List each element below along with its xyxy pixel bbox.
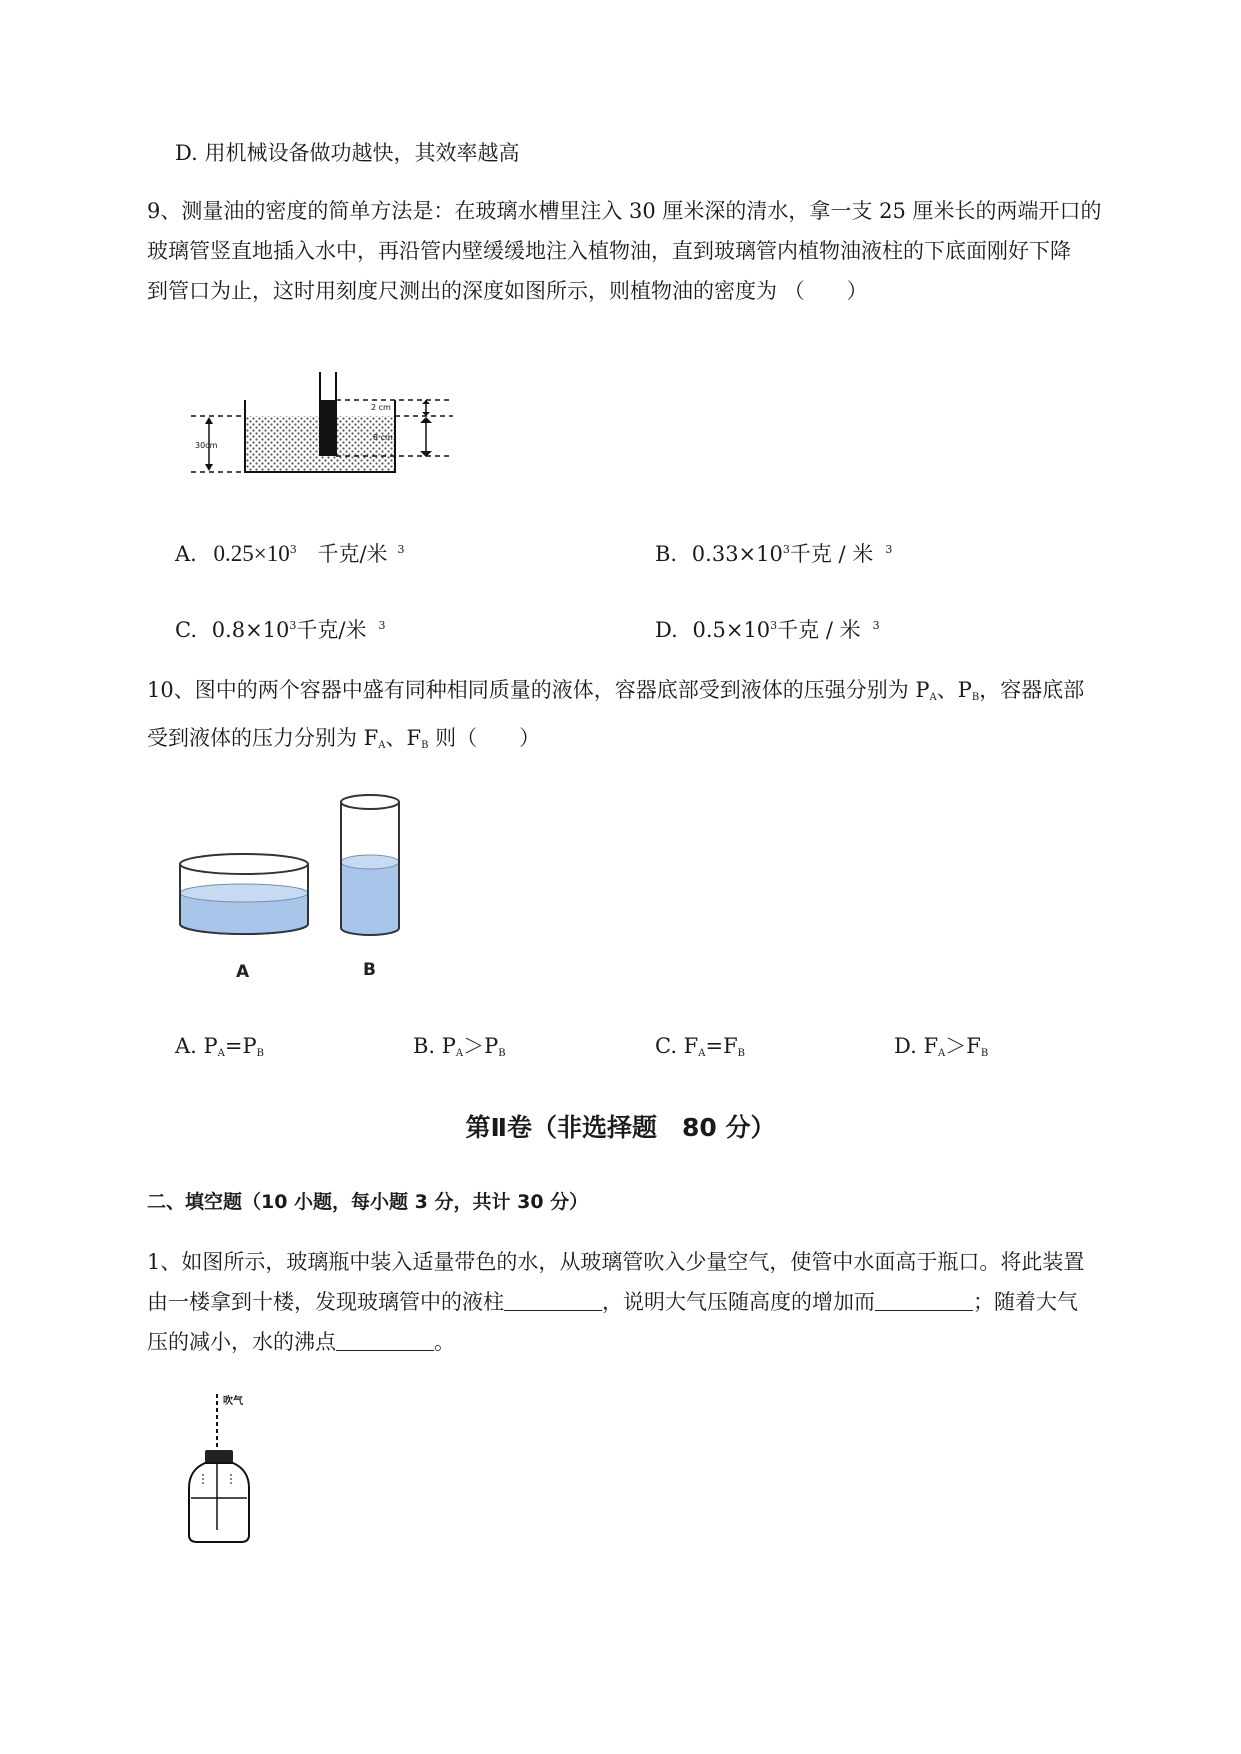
q10-option-b-mid: ＞P	[463, 1034, 499, 1058]
q10-line2-text-b: 、F	[385, 726, 422, 750]
q9-option-a-unit: 千克/米	[317, 542, 388, 566]
q10-option-d-sub1: A	[938, 1048, 946, 1059]
q9-option-d-label: D.	[655, 618, 678, 642]
q10-option-a-sub1: A	[217, 1048, 225, 1059]
container-b	[341, 795, 399, 935]
left-arrow-head-up	[205, 417, 213, 424]
q10-line1-sub-b: B	[971, 692, 980, 703]
blow-label: 吹气	[223, 1396, 243, 1407]
fill1-blank-2[interactable]	[875, 1292, 973, 1311]
q10-line1-text-c: ，容器底部	[979, 678, 1085, 702]
q9-line-1: 9、测量油的密度的简单方法是：在玻璃水槽里注入 30 厘米深的清水，拿一支 25 厘米长的两端开口的	[147, 199, 1102, 223]
bottle-stopper	[205, 1450, 233, 1463]
left-arrow-head-down	[205, 464, 213, 471]
q10-line2-text-a: 受到液体的压力分别为 F	[147, 726, 379, 750]
q10-line-1	[147, 670, 1152, 718]
bottle-body	[189, 1463, 249, 1542]
q9-option-a-exp: 3	[289, 543, 297, 556]
section-heading: 二、填空题（10 小题，每小题 3 分，共计 30 分）	[147, 1191, 589, 1213]
fill1-line-3	[147, 1322, 1152, 1362]
q9-option-c	[175, 615, 385, 641]
q10-option-c-mid: =F	[705, 1034, 738, 1058]
part2-title: 第Ⅱ卷（非选择题 80 分）	[465, 1113, 776, 1142]
q10-option-d-sub2: B	[980, 1048, 989, 1059]
container-a	[180, 854, 308, 934]
q9-option-c-label: C.	[175, 618, 197, 642]
q9-line-2: 玻璃管竖直地插入水中，再沿管内壁缓缓地注入植物油，直到玻璃管内植物油液柱的下底面刚好下降	[147, 239, 1071, 263]
q10-option-b-text: B. P	[413, 1034, 456, 1058]
q10-option-d	[894, 1036, 988, 1064]
container-a-label: A	[236, 962, 250, 982]
fill1-line2-text-b: ，说明大气压随高度的增加而	[602, 1290, 875, 1314]
q10-figure-containers	[170, 790, 430, 990]
q9-figure-tank	[183, 360, 503, 480]
q9-option-b-unit-exp: 3	[885, 543, 893, 556]
q9-option-c-value: 0.8×10	[211, 618, 290, 642]
q10-option-a	[175, 1036, 264, 1064]
q10-line2-sub-b: B	[421, 740, 429, 751]
q10-option-c	[655, 1036, 745, 1064]
q9-option-d-value: 0.5×10	[692, 618, 771, 642]
fill1-figure-bottle	[183, 1390, 273, 1550]
q9-option-b-label: B.	[655, 542, 678, 566]
label-top-gap: 2 cm	[371, 403, 391, 412]
q10-option-a-sub2: B	[256, 1048, 264, 1059]
q9-option-c-exp: 3	[289, 619, 297, 632]
q10-option-b-sub1: A	[455, 1048, 464, 1059]
q9-option-a-unit-exp: 3	[397, 543, 405, 556]
q10-option-d-mid: ＞F	[945, 1034, 981, 1058]
q10-option-b-sub2: B	[498, 1048, 506, 1059]
label-mid-gap: 8 cm	[373, 433, 393, 442]
oil-column	[320, 400, 336, 456]
q9-line-3: 到管口为止，这时用刻度尺测出的深度如图所示，则植物油的密度为 （ ）	[147, 279, 868, 303]
fill1-line2-text-a: 由一楼拿到十楼，发现玻璃管中的液柱	[147, 1290, 504, 1314]
q10-line1-text-b: 、P	[936, 678, 972, 702]
q9-option-c-unit: 千克/米	[296, 618, 367, 642]
q10-line2-sub-a: A	[378, 740, 386, 751]
fill1-blank-1[interactable]	[504, 1292, 602, 1311]
q10-line1-text-a: 10、图中的两个容器中盛有同种相同质量的液体，容器底部受到液体的压强分别为 P	[147, 678, 930, 702]
q8-option-d: D. 用机械设备做功越快，其效率越高	[175, 141, 520, 165]
q10-option-d-text: D. F	[894, 1034, 939, 1058]
q10-option-c-sub1: A	[698, 1048, 706, 1059]
q10-question	[147, 670, 1152, 766]
fill1-line2-text-c: ；随着大气	[973, 1290, 1078, 1314]
q10-option-a-mid: =P	[224, 1034, 257, 1058]
q10-line1-sub-a: A	[929, 692, 937, 703]
q10-option-c-text: C. F	[655, 1034, 699, 1058]
q9-option-d-unit-exp: 3	[872, 619, 880, 632]
q9-option-d	[655, 615, 880, 641]
label-depth-left: 30cm	[195, 441, 218, 450]
q9-option-b-unit: 千克 / 米	[789, 542, 874, 566]
container-b-label: B	[363, 960, 376, 980]
fill1-line-1: 1、如图所示，玻璃瓶中装入适量带色的水，从玻璃管吹入少量空气，使管中水面高于瓶口。将此装置	[147, 1250, 1085, 1274]
q9-option-d-unit: 千克 / 米	[777, 618, 861, 642]
q9-option-a-value: 0.25×10	[213, 541, 290, 566]
fill1-line3-text-a: 压的减小，水的沸点	[147, 1330, 336, 1354]
q9-option-b-exp: 3	[782, 543, 790, 556]
right-mid-head-1	[420, 417, 432, 423]
q10-option-a-text: A. P	[175, 1034, 218, 1058]
q9-option-d-exp: 3	[770, 619, 778, 632]
fill1-line-2	[147, 1282, 1152, 1322]
q10-option-b	[413, 1036, 506, 1064]
q9-option-a	[175, 539, 405, 565]
q9-question	[147, 191, 1152, 311]
fill1-question	[147, 1242, 1152, 1362]
q9-option-b-value: 0.33×10	[691, 542, 783, 566]
q9-option-b	[655, 539, 892, 565]
q9-option-a-label: A.	[175, 542, 197, 566]
q9-option-c-unit-exp: 3	[378, 619, 386, 632]
q10-line2-text-c: 则（ ）	[428, 726, 541, 750]
fill1-blank-3[interactable]	[336, 1332, 434, 1351]
q10-line-2	[147, 718, 1152, 766]
fill1-line3-text-b: 。	[434, 1330, 455, 1354]
q10-option-c-sub2: B	[737, 1048, 746, 1059]
